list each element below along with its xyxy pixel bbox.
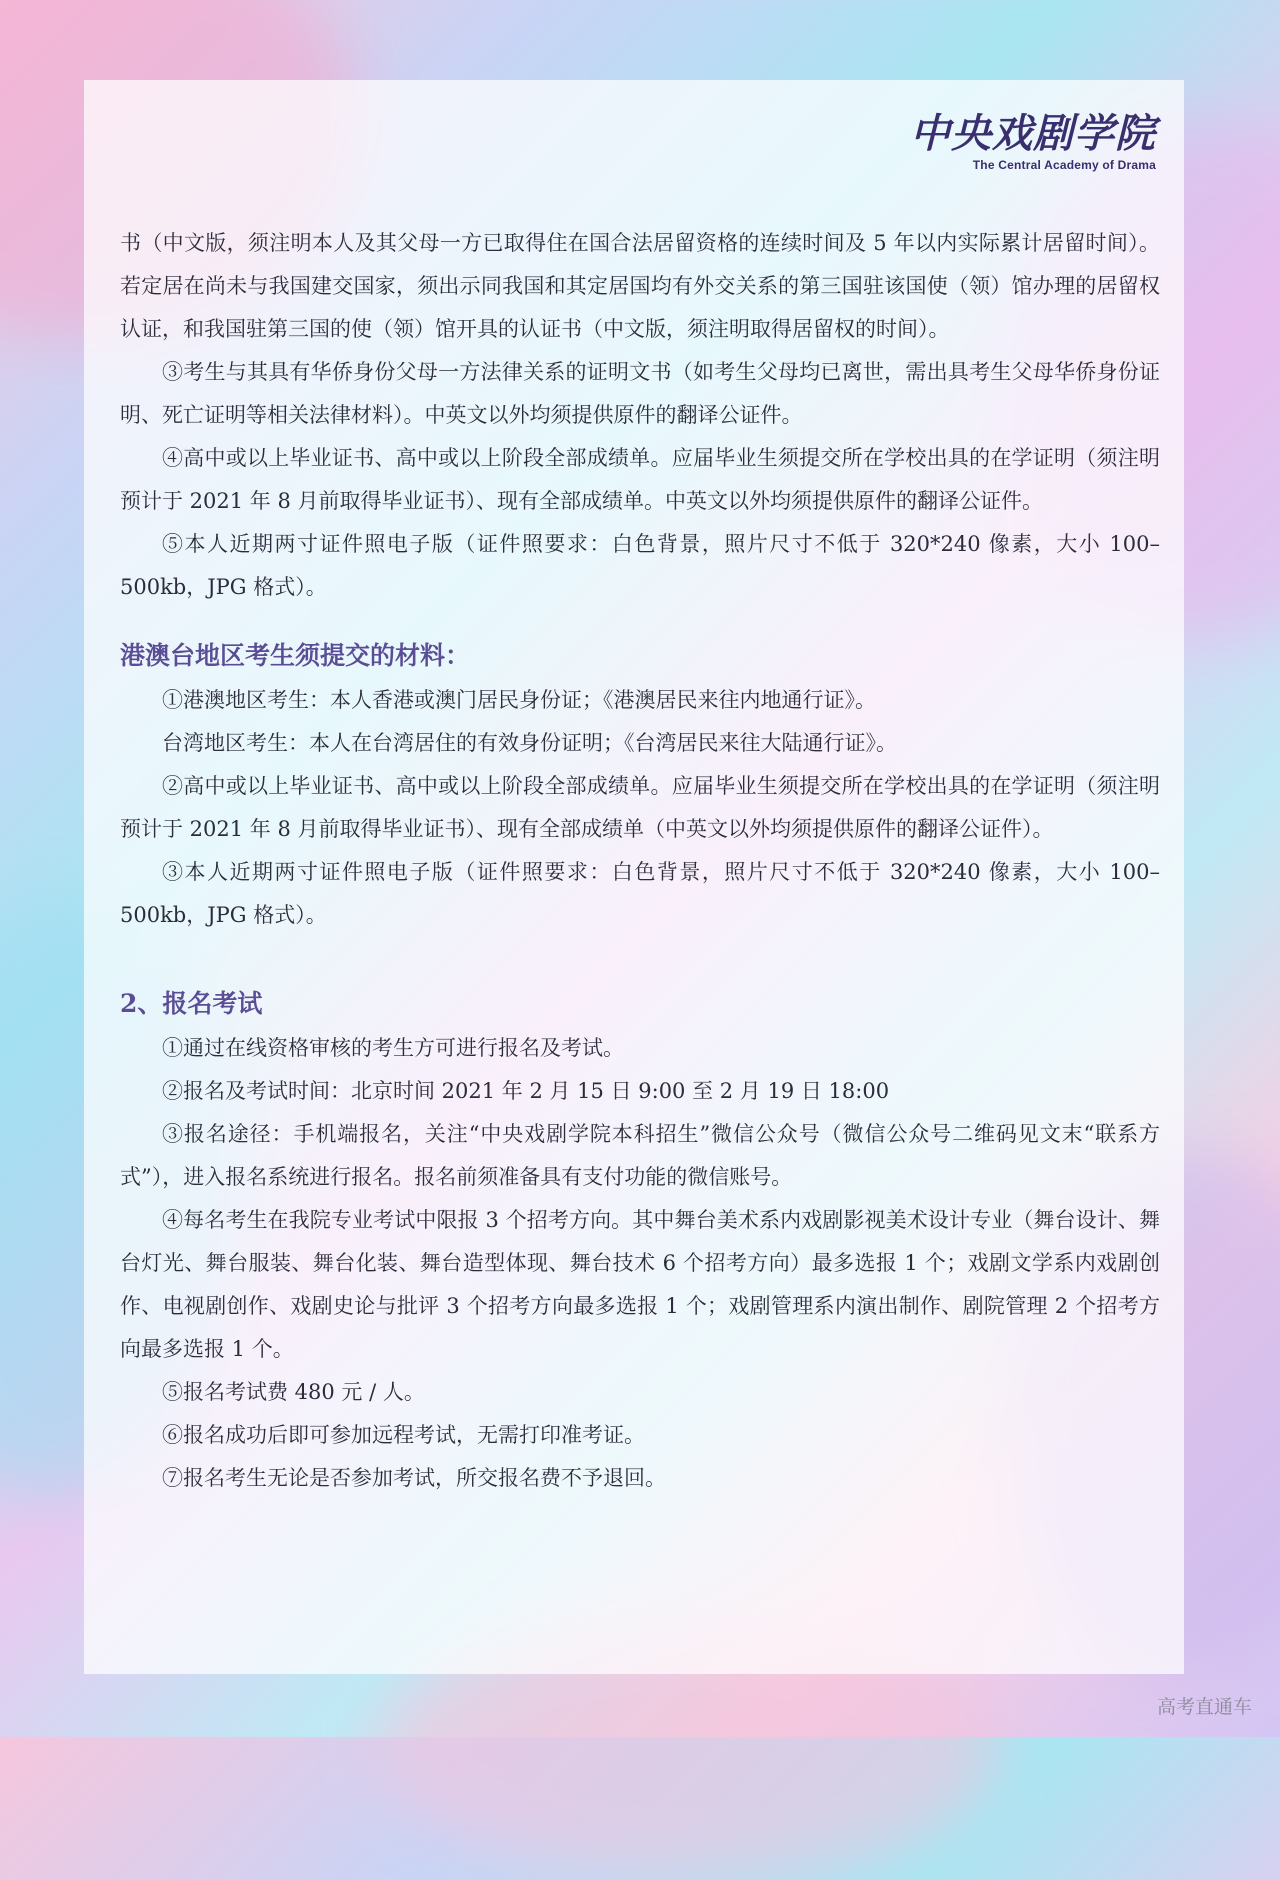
document-panel bbox=[84, 80, 1184, 1674]
spacer bbox=[120, 609, 1160, 633]
paragraph: ④高中或以上毕业证书、高中或以上阶段全部成绩单。应届毕业生须提交所在学校出具的在学证明（须注明预计于 2021 年 8 月前取得毕业证书）、现有全部成绩单。中英文以外均须提供原件的翻译公证件。 bbox=[120, 446, 1160, 513]
document-body bbox=[120, 222, 1160, 1500]
registration-heading: 2、报名考试 bbox=[120, 989, 263, 1018]
paragraph: ⑥报名成功后即可参加远程考试，无需打印准考证。 bbox=[162, 1423, 645, 1447]
paragraph: ⑤本人近期两寸证件照电子版（证件照要求：白色背景，照片尺寸不低于 320*240 像素，大小 100–500kb，JPG 格式）。 bbox=[120, 532, 1160, 599]
logo-english: The Central Academy of Drama bbox=[972, 158, 1156, 172]
paragraph: ②报名及考试时间：北京时间 2021 年 2 月 15 日 9:00 至 2 月 19 日 18:00 bbox=[162, 1079, 890, 1103]
paragraph: ⑤报名考试费 480 元 / 人。 bbox=[162, 1380, 425, 1404]
academy-logo bbox=[910, 110, 1156, 172]
paragraph: ①通过在线资格审核的考生方可进行报名及考试。 bbox=[162, 1036, 624, 1060]
paragraph: ③本人近期两寸证件照电子版（证件照要求：白色背景，照片尺寸不低于 320*240 像素，大小 100–500kb，JPG 格式）。 bbox=[120, 860, 1160, 927]
paragraph: 书（中文版，须注明本人及其父母一方已取得住在国合法居留资格的连续时间及 5 年以内实际累计居留时间）。若定居在尚未与我国建交国家，须出示同我国和其定居国均有外交关系的第三国驻该国使（领）馆办理的居留权认证，和我国驻第三国的使（领）馆开具的认证书（中文版，须注明取得居留权的时间）。 bbox=[120, 231, 1160, 341]
paragraph: ④每名考生在我院专业考试中限报 3 个招考方向。其中舞台美术系内戏剧影视美术设计专业（舞台设计、舞台灯光、舞台服装、舞台化装、舞台造型体现、舞台技术 6 个招考方向）最多选报 1 个；戏剧文学系内戏剧创作、电视剧创作、戏剧史论与批评 3 个招考方向最多选报 1 个；戏剧管理系内演出制作、剧院管理 2 个招考方向最多选报 1 个。 bbox=[120, 1208, 1160, 1361]
paragraph: ③报名途径：手机端报名，关注“中央戏剧学院本科招生”微信公众号（微信公众号二维码见文末“联系方式”），进入报名系统进行报名。报名前须准备具有支付功能的微信账号。 bbox=[120, 1122, 1160, 1189]
spacer bbox=[120, 937, 1160, 981]
logo-chinese: 中央戏剧学院 bbox=[910, 110, 1156, 157]
paragraph: 台湾地区考生：本人在台湾居住的有效身份证明；《台湾居民来往大陆通行证》。 bbox=[162, 731, 897, 755]
paragraph: ⑦报名考生无论是否参加考试，所交报名费不予退回。 bbox=[162, 1466, 666, 1490]
paragraph: ②高中或以上毕业证书、高中或以上阶段全部成绩单。应届毕业生须提交所在学校出具的在学证明（须注明预计于 2021 年 8 月前取得毕业证书）、现有全部成绩单（中英文以外均须提供原件的翻译公证件）。 bbox=[120, 774, 1160, 841]
hmt-heading: 港澳台地区考生须提交的材料： bbox=[120, 641, 471, 670]
paragraph: ③考生与其具有华侨身份父母一方法律关系的证明文书（如考生父母均已离世，需出具考生父母华侨身份证明、死亡证明等相关法律材料）。中英文以外均须提供原件的翻译公证件。 bbox=[120, 360, 1160, 427]
watermark-text: 高考直通车 bbox=[1156, 1696, 1252, 1718]
paragraph: ①港澳地区考生：本人香港或澳门居民身份证；《港澳居民来往内地通行证》。 bbox=[162, 688, 876, 712]
